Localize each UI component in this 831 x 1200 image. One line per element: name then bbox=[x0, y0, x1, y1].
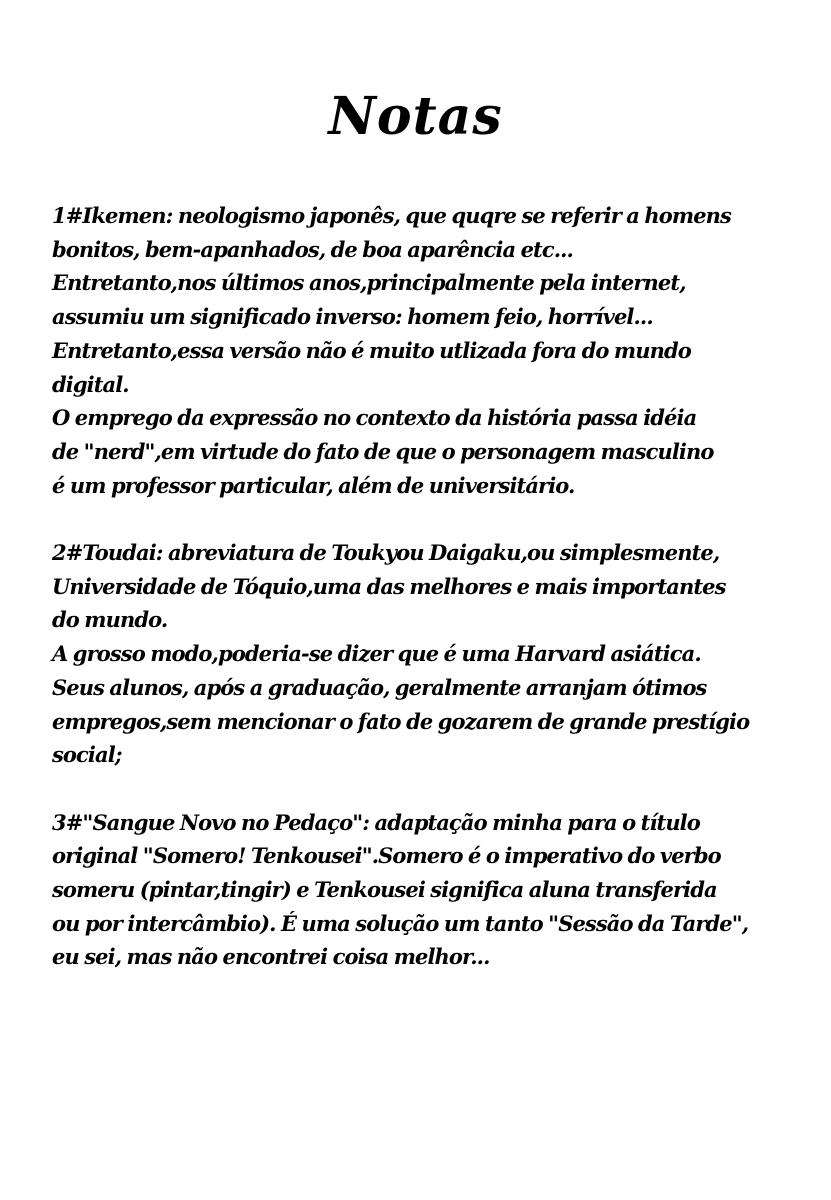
note-line: digital. bbox=[52, 371, 129, 397]
note-line: 2#Toudai: abreviatura de Toukyou Daigaku,ou simplesmente, bbox=[52, 540, 720, 566]
note-sangue-novo bbox=[52, 806, 792, 975]
note-line: de "nerd",em virtude do fato de que o personagem masculino bbox=[52, 438, 714, 464]
note-line: bonitos, bem-apanhados, de boa aparência etc... bbox=[52, 236, 573, 262]
note-line: 3#"Sangue Novo no Pedaço": adaptação minha para o título bbox=[52, 809, 700, 835]
note-line: someru (pintar,tingir) e Tenkousei significa aluna transferida bbox=[52, 877, 717, 903]
notes-list bbox=[52, 199, 792, 1008]
note-line: empregos,sem mencionar o fato de gozarem de grande prestígio bbox=[52, 708, 750, 734]
note-line: Seus alunos, após a graduação, geralmente arranjam ótimos bbox=[52, 674, 707, 700]
note-line: eu sei, mas não encontrei coisa melhor... bbox=[52, 944, 490, 970]
note-toudai bbox=[52, 536, 792, 772]
note-line: A grosso modo,poderia-se dizer que é uma Harvard asiática. bbox=[52, 641, 701, 667]
note-line: do mundo. bbox=[52, 607, 168, 633]
page-title: Notas bbox=[328, 85, 503, 147]
note-line: original "Somero! Tenkousei".Somero é o imperativo do verbo bbox=[52, 843, 721, 869]
note-line: Entretanto,nos últimos anos,principalmente pela internet, bbox=[52, 270, 686, 296]
note-ikemen bbox=[52, 199, 792, 502]
note-line: é um professor particular, além de universitário. bbox=[52, 472, 575, 498]
note-line: social; bbox=[52, 742, 122, 768]
note-line: Entretanto,essa versão não é muito utlizada fora do mundo bbox=[52, 337, 691, 363]
note-line: 1#Ikemen: neologismo japonês, que quqre se referir a homens bbox=[52, 203, 731, 228]
note-line: O emprego da expressão no contexto da história passa idéia bbox=[52, 405, 697, 431]
note-line: assumiu um significado inverso: homem feio, horrível... bbox=[52, 304, 653, 330]
note-line: Universidade de Tóquio,uma das melhores e mais importantes bbox=[52, 573, 726, 599]
note-line: ou por intercâmbio). É uma solução um tanto "Sessão da Tarde", bbox=[52, 910, 749, 936]
